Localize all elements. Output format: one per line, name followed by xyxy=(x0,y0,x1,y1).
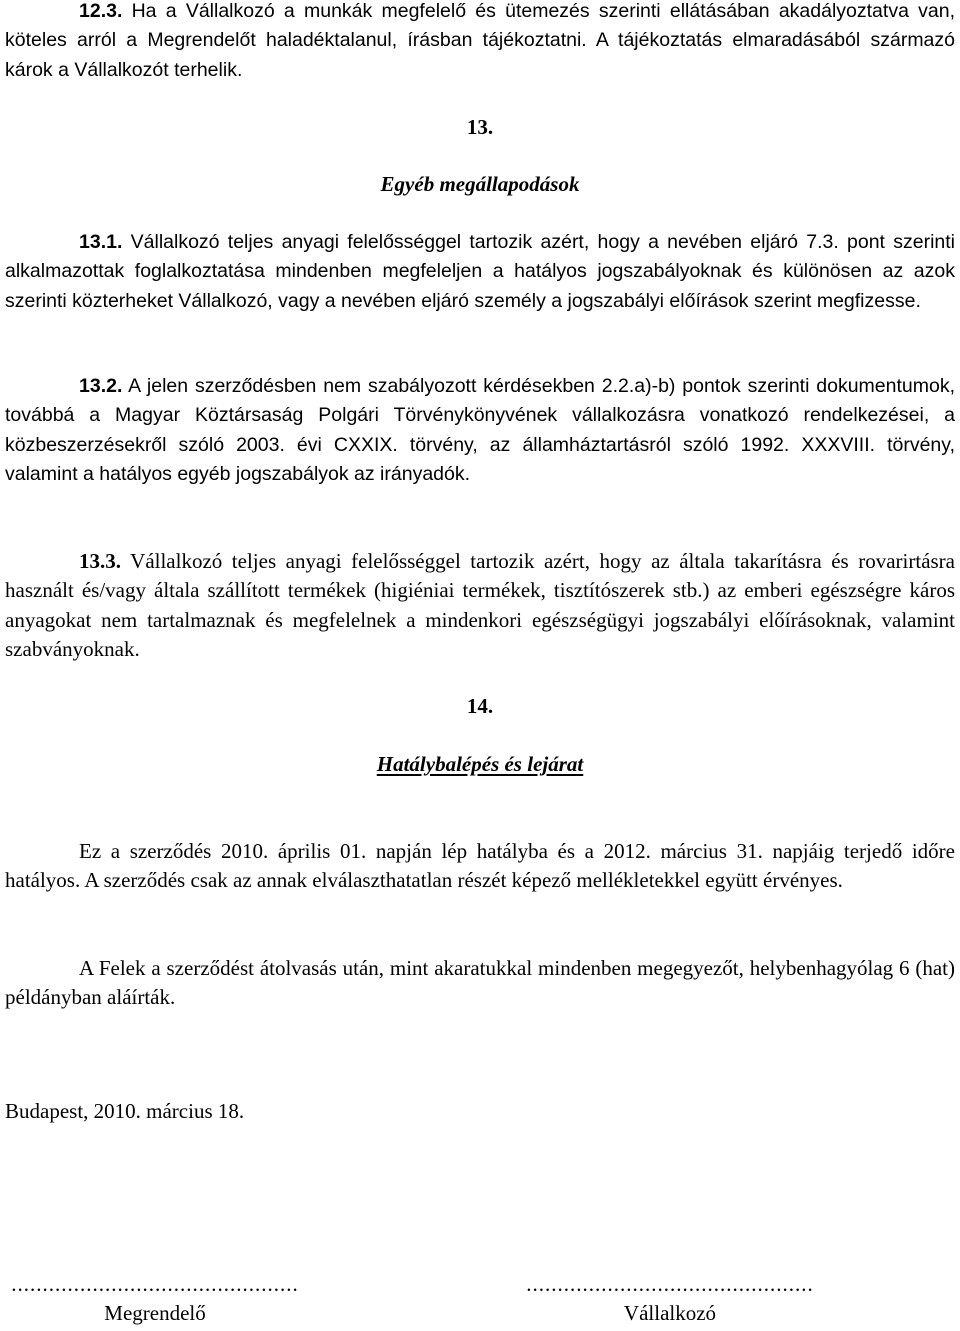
section-14-number: 14. xyxy=(466,694,494,718)
paragraph-number: 13.3. xyxy=(79,549,121,573)
paragraph-14-signing: A Felek a szerződést átolvasás után, mint akaratukkal mindenben megegyezőt, helybenhagyólag 6 (hat) példányban aláírták. xyxy=(5,956,955,1010)
paragraph-12-3 xyxy=(5,0,955,85)
paragraph-number: 12.3. xyxy=(79,0,123,22)
signature-line: .............................................. xyxy=(11,1272,299,1296)
paragraph-13-2 xyxy=(5,372,955,490)
paragraph-text: Ha a Vállalkozó a munkák megfelelő és ütemezés szerinti ellátásában akadályoztatva van, köteles arról a Megrendelőt haladéktalanul, írásban tájékoztatni. A tájékoztatás elmaradásából származó károk a Vállalkozót terhelik. xyxy=(5,0,955,81)
signature-vallalkozo xyxy=(520,1270,820,1329)
section-13-title: Egyéb megállapodások xyxy=(380,172,580,196)
paragraph-text: A jelen szerződésben nem szabályozott kérdésekben 2.2.a)-b) pontok szerinti dokumentumok, továbbá a Magyar Köztársaság Polgári Törvénykönyvének vállalkozásra vonatkozó rendelkezései, a közbeszerzésekről szóló 2003. évi CXXIX. törvény, az államháztartásról szóló 1992. XXXVIII. törvény, valamint a hatályos egyéb jogszabályok az irányadók. xyxy=(5,375,955,486)
signature-line: .............................................. xyxy=(526,1272,814,1296)
paragraph-13-1 xyxy=(5,228,955,316)
paragraph-text: Vállalkozó teljes anyagi felelősséggel tartozik azért, hogy az általa takarításra és rovarirtásra használt és/vagy általa szállított termékek (higiéniai termékek, tisztítószerek stb.) az emberi egészségre káros anyagokat nem tartalmaznak és megfelelnek a mindenkori egészségügyi jogszabályi előírásoknak, valamint szabványoknak. xyxy=(5,549,955,662)
section-14-title: Hatálybalépés és lejárat xyxy=(376,752,584,776)
paragraph-number: 13.2. xyxy=(79,375,123,397)
paragraph-text: Vállalkozó teljes anyagi felelősséggel tartozik azért, hogy a nevében eljáró 7.3. pont szerinti alkalmazottak foglalkoztatása mindenben megfeleljen a hatályos jogszabályoknak és különösen az azok szerinti közterheket Vállalkozó, vagy a nevében eljáró személy a jogszabályi előírások szerint megfizesse. xyxy=(5,231,955,312)
signature-megrendelo xyxy=(5,1270,305,1329)
paragraph-14-effective: Ez a szerződés 2010. április 01. napján lép hatályba és a 2012. március 31. napjáig terjedő időre hatályos. A szerződés csak az annak elválaszthatatlan részét képező mellékletekkel együtt érvényes. xyxy=(5,839,955,893)
signature-label: Megrendelő xyxy=(104,1301,206,1326)
place-and-date: Budapest, 2010. március 18. xyxy=(5,1099,245,1123)
paragraph-13-3 xyxy=(5,547,955,665)
paragraph-number: 13.1. xyxy=(79,231,123,253)
section-13-number: 13. xyxy=(466,115,494,139)
signature-label: Vállalkozó xyxy=(623,1301,717,1326)
